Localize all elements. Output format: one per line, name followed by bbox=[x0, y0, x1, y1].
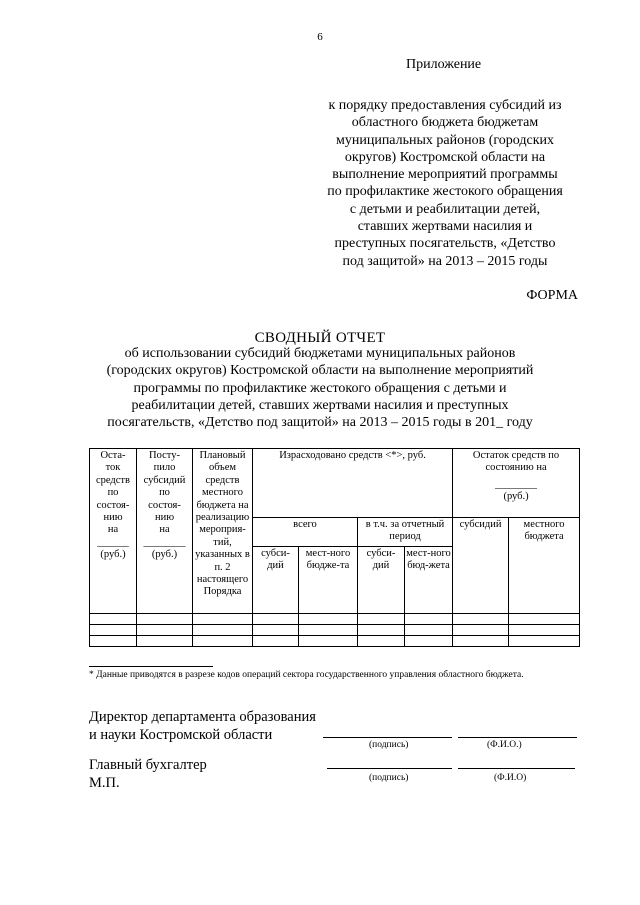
total-local: мест-ного бюдже-та bbox=[299, 547, 358, 614]
col-received: Посту- пило субсидий по состоя- нию на ________ (руб.) bbox=[137, 449, 193, 614]
accountant-title: Главный бухгалтер bbox=[89, 757, 207, 773]
director-block bbox=[89, 708, 316, 744]
appendix-line: округов) Костромской области на bbox=[344, 149, 546, 165]
appendix-line: с детьми и реабилитации детей, bbox=[349, 201, 541, 217]
report-subtitle bbox=[80, 345, 560, 431]
spent-header: Израсходовано средств <*>, руб. bbox=[253, 449, 453, 518]
table-row bbox=[90, 614, 580, 625]
appendix-title: Приложение bbox=[406, 57, 482, 72]
appendix-line: по профилактике жестокого обращения bbox=[327, 184, 563, 200]
total-subsidy: субси-дий bbox=[253, 547, 299, 614]
table-row bbox=[90, 636, 580, 647]
appendix-line: преступных посягательств, «Детство bbox=[334, 236, 556, 252]
page-number: 6 bbox=[317, 31, 323, 43]
col-planned: Плановый объем средств местного бюджета на реализацию мероприя- тий, указанных в п. 2 настоящего Порядка bbox=[193, 449, 253, 614]
subtitle-line: об использовании субсидий бюджетами муниципальных районов bbox=[124, 346, 516, 361]
appendix-text bbox=[300, 97, 590, 270]
appendix-line: областного бюджета бюджетам bbox=[351, 115, 539, 131]
accountant-signature-label: (подпись) bbox=[369, 773, 409, 783]
subtitle-line: программы по профилактике жестокого обращения с детьми и bbox=[133, 380, 507, 396]
remainder-local: местного бюджета bbox=[509, 518, 580, 614]
remainder-header: Остаток средств по состоянию на ________ (руб.) bbox=[453, 449, 580, 518]
appendix-line: под защитой» на 2013 – 2015 годы bbox=[342, 253, 548, 269]
director-signature-label: (подпись) bbox=[369, 740, 409, 750]
subtitle-line: (городских округов) Костромской области на выполнение мероприятий bbox=[106, 363, 534, 379]
report-table bbox=[89, 448, 580, 647]
appendix-line: выполнение мероприятий программы bbox=[332, 167, 558, 183]
footnote: * Данные приводятся в разрезе кодов операций сектора государственного управления областного бюджета. bbox=[89, 670, 524, 680]
director-signature-line bbox=[323, 737, 452, 738]
appendix-line: к порядку предоставления субсидий из bbox=[328, 98, 562, 113]
report-title: СВОДНЫЙ ОТЧЕТ bbox=[254, 330, 386, 346]
director-line: и науки Костромской области bbox=[89, 727, 273, 743]
accountant-name-line bbox=[458, 768, 575, 769]
period-local: мест-ного бюд-жета bbox=[405, 547, 453, 614]
total-header: всего bbox=[253, 518, 358, 547]
accountant-signature-line bbox=[327, 768, 452, 769]
form-label: ФОРМА bbox=[526, 288, 578, 303]
col-remainder-start: Оста- ток средств по состоя- нию на ______ (руб.) bbox=[90, 449, 137, 614]
footnote-divider bbox=[89, 666, 213, 667]
director-name-label: (Ф.И.О.) bbox=[487, 740, 522, 750]
subtitle-line: посягательств, «Детство под защитой» на 2013 – 2015 годы в 201_ году bbox=[107, 415, 533, 431]
remainder-subsidy: субсидий bbox=[453, 518, 509, 614]
director-line: Директор департамента образования bbox=[89, 709, 316, 725]
period-subsidy: субси-дий bbox=[358, 547, 405, 614]
appendix-line: ставших жертвами насилия и bbox=[357, 219, 533, 235]
accountant-block bbox=[89, 756, 207, 792]
subtitle-line: реабилитации детей, ставших жертвами насилия и преступных bbox=[131, 397, 509, 413]
stamp-label: М.П. bbox=[89, 775, 120, 791]
accountant-name-label: (Ф.И.О) bbox=[494, 773, 527, 783]
director-name-line bbox=[458, 737, 577, 738]
table-row bbox=[90, 625, 580, 636]
period-header: в т.ч. за отчетный период bbox=[358, 518, 453, 547]
appendix-line: муниципальных районов (городских bbox=[335, 132, 555, 148]
